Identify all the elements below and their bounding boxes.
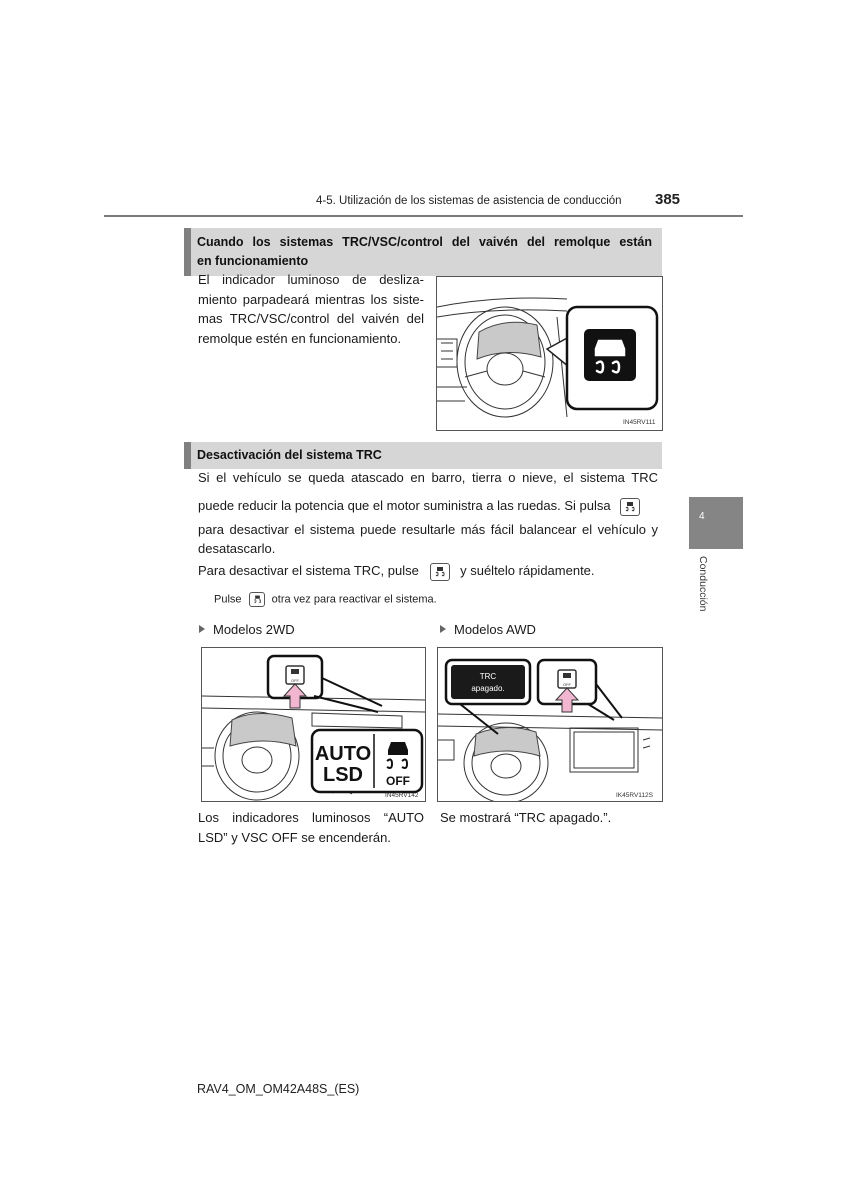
figure-2wd (201, 647, 426, 802)
section-heading-trc-vsc (184, 228, 662, 276)
vsc-off-text: OFF (386, 774, 410, 788)
note-text: otra vez para reactivar el sistema. (271, 593, 437, 606)
chapter-label: Conducción (697, 556, 709, 612)
document-code: RAV4_OM_OM42A48S_(ES) (197, 1082, 360, 1096)
model-label-text: Modelos AWD (454, 622, 536, 637)
caption-awd: Se mostrará “TRC apagado.”. (440, 810, 612, 825)
para-line: para desactivar el sistema puede resultarle más fácil balancear el vehículo y (198, 522, 658, 537)
auto-lsd-line1: AUTO (314, 743, 372, 765)
text-line: mas TRC/VSC/control del vaivén del (198, 311, 424, 326)
para-line: Si el vehículo se queda atascado en barro, tierra o nieve, el sistema TRC (198, 470, 658, 485)
trc-off-button-icon (620, 498, 640, 516)
bullet-triangle-icon (199, 625, 205, 633)
caption-line: LSD” y VSC OFF se encenderán. (198, 829, 391, 845)
chapter-tab (689, 497, 743, 549)
page-number: 385 (655, 191, 681, 208)
text-line: El indicador luminoso de desliza- (198, 272, 424, 287)
caption-2wd (198, 808, 424, 847)
dashboard-2wd-illustration (202, 648, 426, 802)
trc-off-button-icon (430, 563, 450, 581)
bullet-triangle-icon (440, 625, 446, 633)
caption-line: Los indicadores luminosos “AUTO (198, 810, 424, 825)
figure-code: IN45RV111 (623, 419, 656, 426)
button-off-text: OFF (291, 678, 299, 683)
model-label-awd (440, 620, 536, 640)
section-heading-deactivate-trc (184, 442, 662, 469)
text-line: remolque estén en funcionamiento. (198, 330, 402, 346)
figure-code: IN45RV142 (385, 792, 419, 799)
button-off-text: OFF (563, 682, 571, 687)
dashboard-illustration (437, 277, 663, 431)
para-text: Para desactivar el sistema TRC, pulse (198, 563, 419, 578)
section1-text (198, 270, 424, 348)
auto-lsd-line2: LSD (323, 764, 363, 786)
section-heading-line: en funcionamiento (197, 254, 309, 268)
header-divider (104, 215, 743, 217)
figure-slip-indicator (436, 276, 663, 431)
figure-awd (437, 647, 663, 802)
para-text: y suéltelo rápidamente. (460, 563, 595, 578)
chapter-number: 4 (699, 511, 705, 522)
para-text: puede reducir la potencia que el motor suministra a las ruedas. Si pulsa (198, 498, 611, 513)
running-header: 4-5. Utilización de los sistemas de asistencia de conducción (316, 195, 622, 207)
trc-off-button-icon (249, 592, 265, 607)
trc-display-line1: TRC (479, 672, 497, 681)
figure-code: IK45RV112S (616, 792, 653, 799)
model-label-text: Modelos 2WD (213, 622, 295, 637)
dashboard-awd-illustration (438, 648, 663, 802)
section-heading-line: Cuando los sistemas TRC/VSC/control del vaivén del remolque están (197, 235, 652, 249)
note-text: Pulse (214, 593, 242, 606)
para-line: desatascarlo. (198, 541, 276, 556)
para-line-with-button (198, 496, 658, 516)
model-label-2wd (199, 620, 295, 640)
para-2 (198, 561, 658, 581)
trc-display-line2: apagado. (471, 684, 505, 693)
text-line: miento parpadeará mientras los siste- (198, 291, 424, 307)
section-heading-line: Desactivación del sistema TRC (197, 448, 382, 462)
note-line (214, 592, 437, 607)
